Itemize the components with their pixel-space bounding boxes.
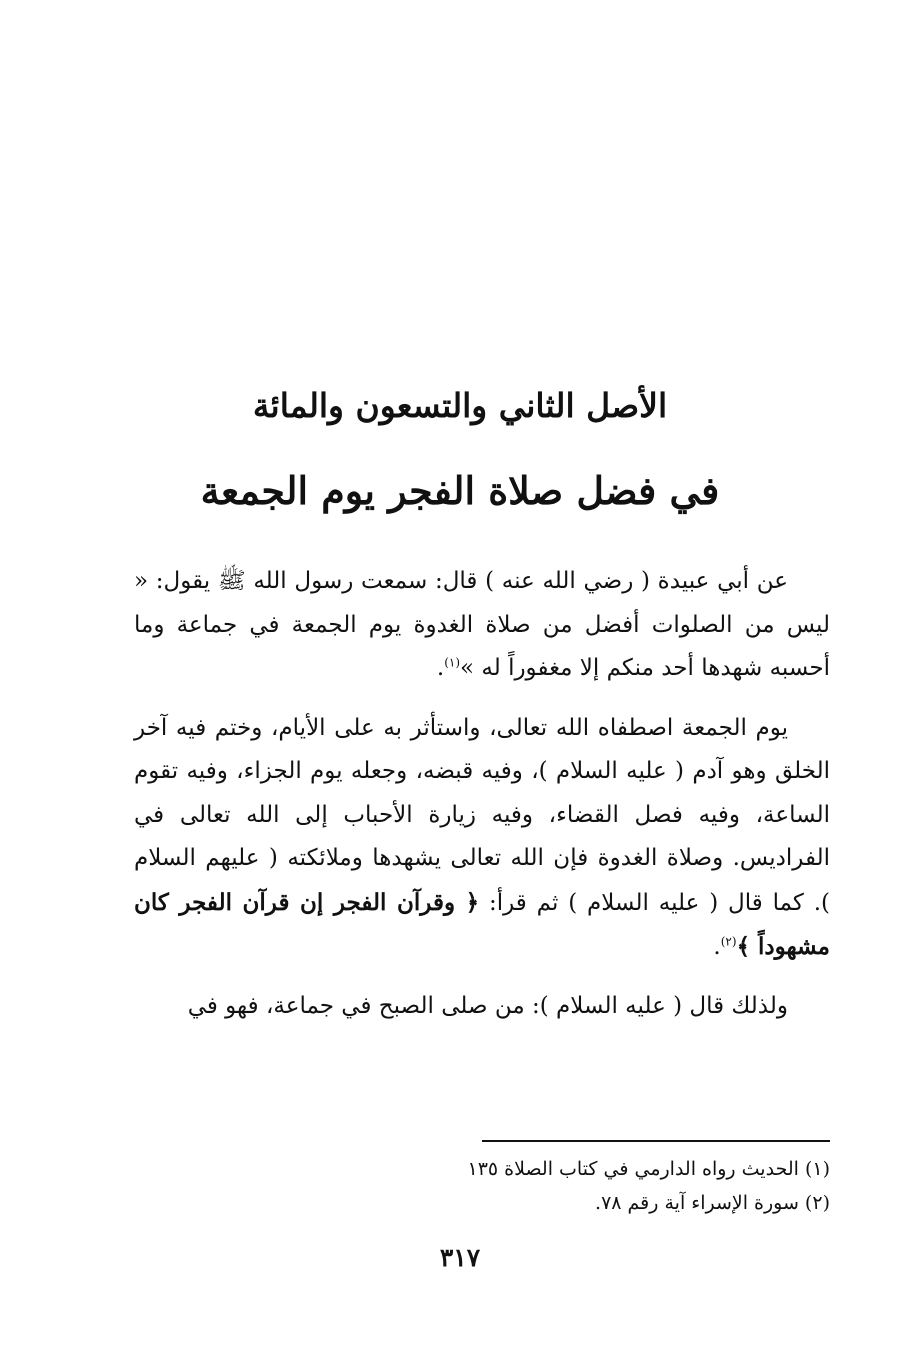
footnote-marker-1: (١): [444, 655, 461, 670]
body-text: [134, 560, 830, 1043]
chapter-subtitle: في فضل صلاة الفجر يوم الجمعة: [200, 468, 720, 513]
paragraph-friday-end: .: [713, 934, 721, 960]
paragraph-continuation-text: ولذلك قال ( عليه السلام ): من صلى الصبح في جماعة، فهو في: [187, 992, 788, 1019]
footnotes: [400, 1152, 830, 1220]
footnote-2: (٢) سورة الإسراء آية رقم ٧٨.: [595, 1192, 830, 1214]
page-number: ٣١٧: [439, 1243, 481, 1272]
paragraph-friday-text: يوم الجمعة اصطفاه الله تعالى، واستأثر به على الأيام، وختم فيه آخر الخلق وهو آدم ( عليه السلام )، وفيه قبضه، وجعله يوم الجزاء، وفيه تقوم الساعة، وفيه فصل القضاء، وفيه زيارة الأحباب إلى الله تعالى في الفراديس. وصلاة الغدوة فإن الله تعالى يشهدها وملائكته ( عليهم السلام ). كما قال ( عليه السلام ) ثم قرأ:: [134, 714, 831, 916]
paragraph-hadith: [134, 560, 830, 691]
footnote-marker-2: (٢): [720, 934, 737, 949]
paragraph-hadith-text: عن أبي عبيدة ( رضي الله عنه ) قال: سمعت رسول الله ﷺ يقول: « ليس من الصلوات أفضل من صلاة الغدوة يوم الجمعة في جماعة وما أحسبه شهدها أحد منكم إلا مغفوراً له »: [134, 568, 830, 681]
paragraph-friday: [134, 707, 830, 970]
quran-quote: ﴿ وقرآن الفجر إن قرآن الفجر كان مشهوداً ﴾: [134, 888, 830, 960]
footnote-1: (١) الحديث رواه الدارمي في كتاب الصلاة ١٣٥: [467, 1158, 830, 1180]
paragraph-hadith-end: .: [436, 655, 445, 681]
footnote-divider: [482, 1140, 830, 1142]
chapter-title: الأصل الثاني والتسعون والمائة: [252, 386, 668, 425]
paragraph-continuation: [134, 985, 830, 1029]
